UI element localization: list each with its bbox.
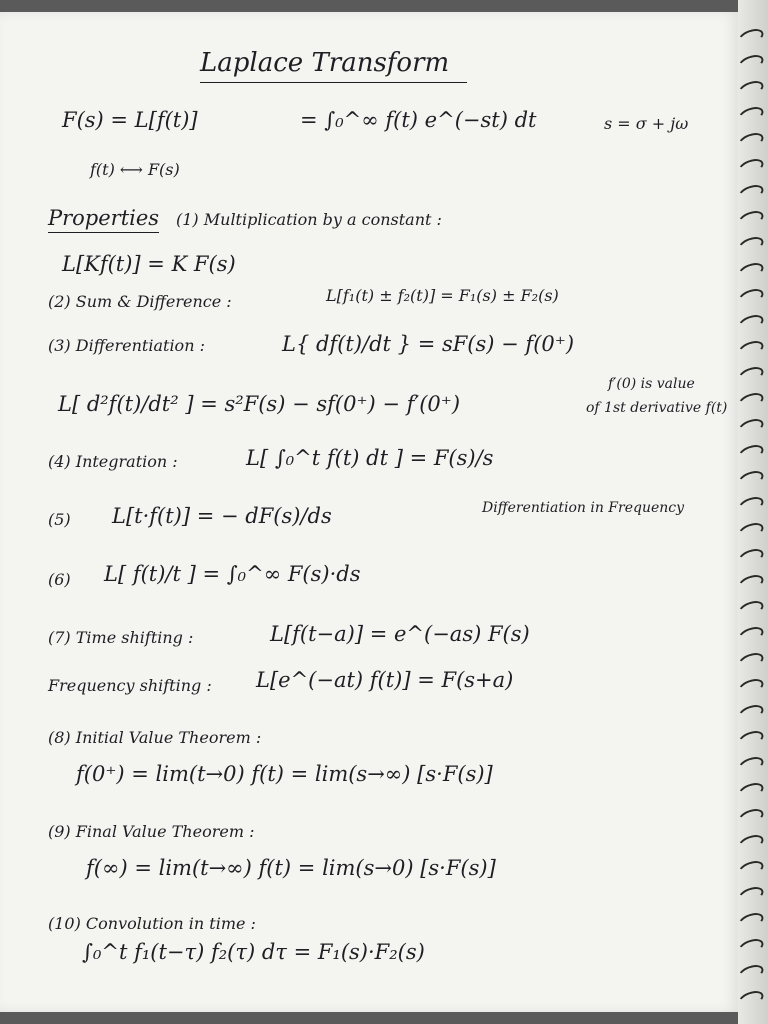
spiral-coil [736, 832, 765, 854]
definition-rhs: = ∫₀^∞ f(t) e^(−st) dt [300, 108, 537, 132]
item-4-label: (4) Integration : [48, 452, 178, 471]
spiral-coil [736, 182, 765, 204]
item-5-label: (5) [48, 510, 71, 529]
item-10-label: (10) Convolution in time : [48, 914, 256, 933]
freq-diff-note: Differentiation in Frequency [482, 500, 685, 516]
spiral-coil [736, 650, 765, 672]
item-3-formula: L{ df(t)/dt } = sF(s) − f(0⁺) [282, 332, 575, 356]
freq-shift-label: Frequency shifting : [48, 676, 212, 695]
spiral-coil [736, 910, 765, 932]
spiral-coil [736, 598, 765, 620]
item-8-label: (8) Initial Value Theorem : [48, 728, 262, 747]
item-9-label: (9) Final Value Theorem : [48, 822, 255, 841]
spiral-coil [736, 26, 765, 48]
spiral-coil [736, 624, 765, 646]
item-3b-formula: L[ d²f(t)/dt² ] = s²F(s) − sf(0⁺) − f′(0⁺) [58, 392, 461, 416]
spiral-coil [736, 520, 765, 542]
item-1-label: (1) Multiplication by a constant : [176, 210, 442, 229]
item-5-formula: L[t·f(t)] = − dF(s)/ds [112, 504, 332, 528]
spiral-coil [736, 988, 765, 1010]
page-title: Laplace Transform [200, 48, 467, 83]
item-1-formula: L[Kf(t)] = K F(s) [62, 252, 236, 276]
spiral-coil [736, 338, 765, 360]
item-2-formula: L[f₁(t) ± f₂(t)] = F₁(s) ± F₂(s) [326, 286, 559, 305]
spiral-coil [736, 416, 765, 438]
item-3-label: (3) Differentiation : [48, 336, 205, 355]
item-4-formula: L[ ∫₀^t f(t) dt ] = F(s)/s [246, 446, 494, 470]
spiral-coil [736, 962, 765, 984]
spiral-coil [736, 286, 765, 308]
spiral-coil [736, 390, 765, 412]
spiral-coil [736, 936, 765, 958]
item-6-label: (6) [48, 570, 71, 589]
spiral-coil [736, 494, 765, 516]
derivative-note-line-2: of 1st derivative f(t) [586, 400, 728, 416]
item-9-formula: f(∞) = lim(t→∞) f(t) = lim(s→0) [s·F(s)] [86, 856, 496, 880]
item-10-formula: ∫₀^t f₁(t−τ) f₂(τ) dτ = F₁(s)·F₂(s) [82, 940, 425, 964]
spiral-coil [736, 728, 765, 750]
spiral-coil [736, 52, 765, 74]
item-7-label: (7) Time shifting : [48, 628, 194, 647]
spiral-coil [736, 364, 765, 386]
spiral-coil [736, 676, 765, 698]
spiral-coil [736, 78, 765, 100]
spiral-coil [736, 208, 765, 230]
spiral-binding [738, 0, 768, 1024]
item-8-formula: f(0⁺) = lim(t→0) f(t) = lim(s→∞) [s·F(s)] [76, 762, 493, 786]
freq-shift-formula: L[e^(−at) f(t)] = F(s+a) [256, 668, 514, 692]
spiral-coil [736, 234, 765, 256]
spiral-coil [736, 884, 765, 906]
transform-pair: f(t) ⟷ F(s) [90, 160, 180, 179]
item-6-formula: L[ f(t)/t ] = ∫₀^∞ F(s)·ds [104, 562, 361, 586]
spiral-coil [736, 312, 765, 334]
spiral-coil [736, 858, 765, 880]
spiral-coil [736, 806, 765, 828]
definition-lhs: F(s) = L[f(t)] [62, 108, 198, 132]
spiral-coil [736, 546, 765, 568]
spiral-coil [736, 468, 765, 490]
item-7-formula: L[f(t−a)] = e^(−as) F(s) [270, 622, 530, 646]
spiral-coil [736, 780, 765, 802]
spiral-coil [736, 156, 765, 178]
spiral-coil [736, 572, 765, 594]
item-2-label: (2) Sum & Difference : [48, 292, 232, 311]
spiral-coil [736, 702, 765, 724]
derivative-note-line-1: f′(0) is value [608, 376, 695, 392]
spiral-coil [736, 260, 765, 282]
s-definition: s = σ + jω [604, 114, 689, 133]
spiral-coil [736, 130, 765, 152]
properties-heading: Properties [48, 206, 159, 233]
spiral-coil [736, 442, 765, 464]
spiral-coil [736, 754, 765, 776]
spiral-coil [736, 104, 765, 126]
